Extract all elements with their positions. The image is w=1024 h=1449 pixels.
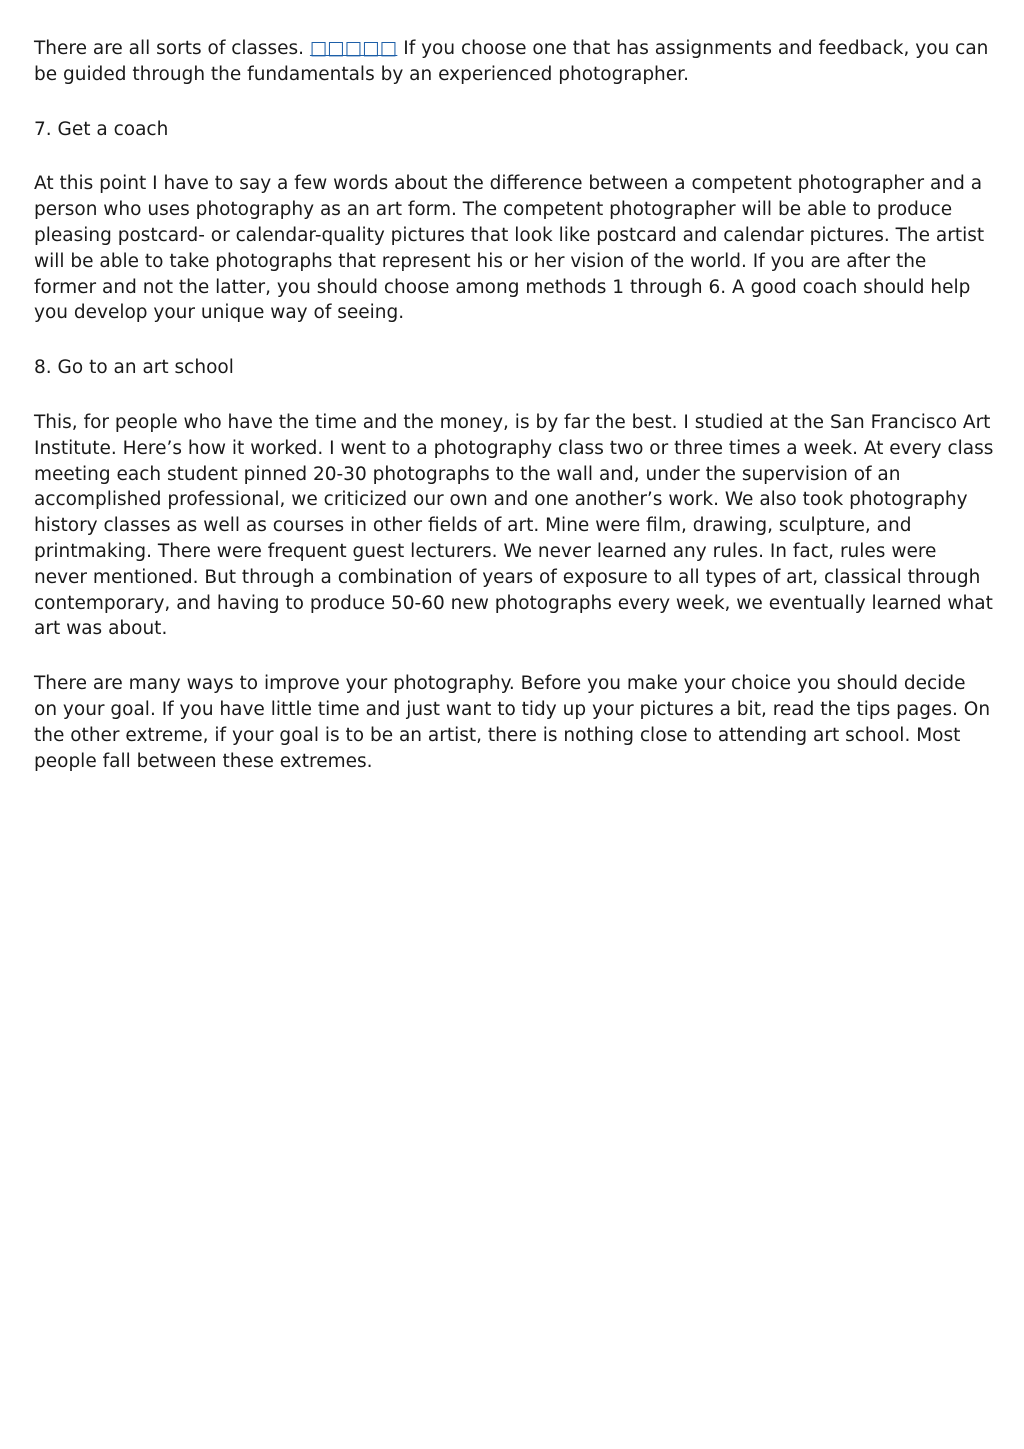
art-school-paragraph: This, for people who have the time and the money, is by far the best. I studied at the San Francisco Art Institute. Here’s how it worked. I went to a photography class two or three times a week. At every class meeting each student pinned 20-30 photographs to the wall and, under the supervision of an accomplished professional, we criticized our own and one another’s work. We also took photography history classes as well as courses in other fields of art. Mine were film, drawing, sculpture, and printmaking. There were frequent guest lecturers. We never learned any rules. In fact, rules were never mentioned. But through a combination of years of exposure to all types of art, classical through contemporary, and having to produce 50-60 new photographs every week, we eventually learned what art was about. xyxy=(34,411,994,640)
conclusion-paragraph: There are many ways to improve your photography. Before you make your choice you should decide on your goal. If you have little time and just want to tidy up your pictures a bit, read the tips pages. On the other extreme, if your goal is to be an artist, there is nothing close to attending art school. Most people fall between these extremes. xyxy=(34,673,991,772)
classes-paragraph xyxy=(34,36,994,88)
classes-text-end: If you choose one that has assignments and feedback, you can be guided through the fundamentals by an experienced photographer. xyxy=(34,38,989,85)
inline-link[interactable]: □□□□□ xyxy=(309,38,398,59)
coach-paragraph: At this point I have to say a few words about the difference between a competent photographer and a person who uses photography as an art form. The competent photographer will be able to produce pleasing postcard- or calendar-quality pictures that look like postcard and calendar pictures. The artist will be able to take photographs that represent his or her vision of the world. If you are after the former and not the latter, you should choose among methods 1 through 6. A good coach should help you develop your unique way of seeing. xyxy=(34,173,985,324)
classes-text-start: There are all sorts of classes. xyxy=(34,38,305,59)
document-body xyxy=(34,36,994,803)
section-heading-art-school: 8. Go to an art school xyxy=(34,357,234,379)
section-heading-coach: 7. Get a coach xyxy=(34,118,169,140)
